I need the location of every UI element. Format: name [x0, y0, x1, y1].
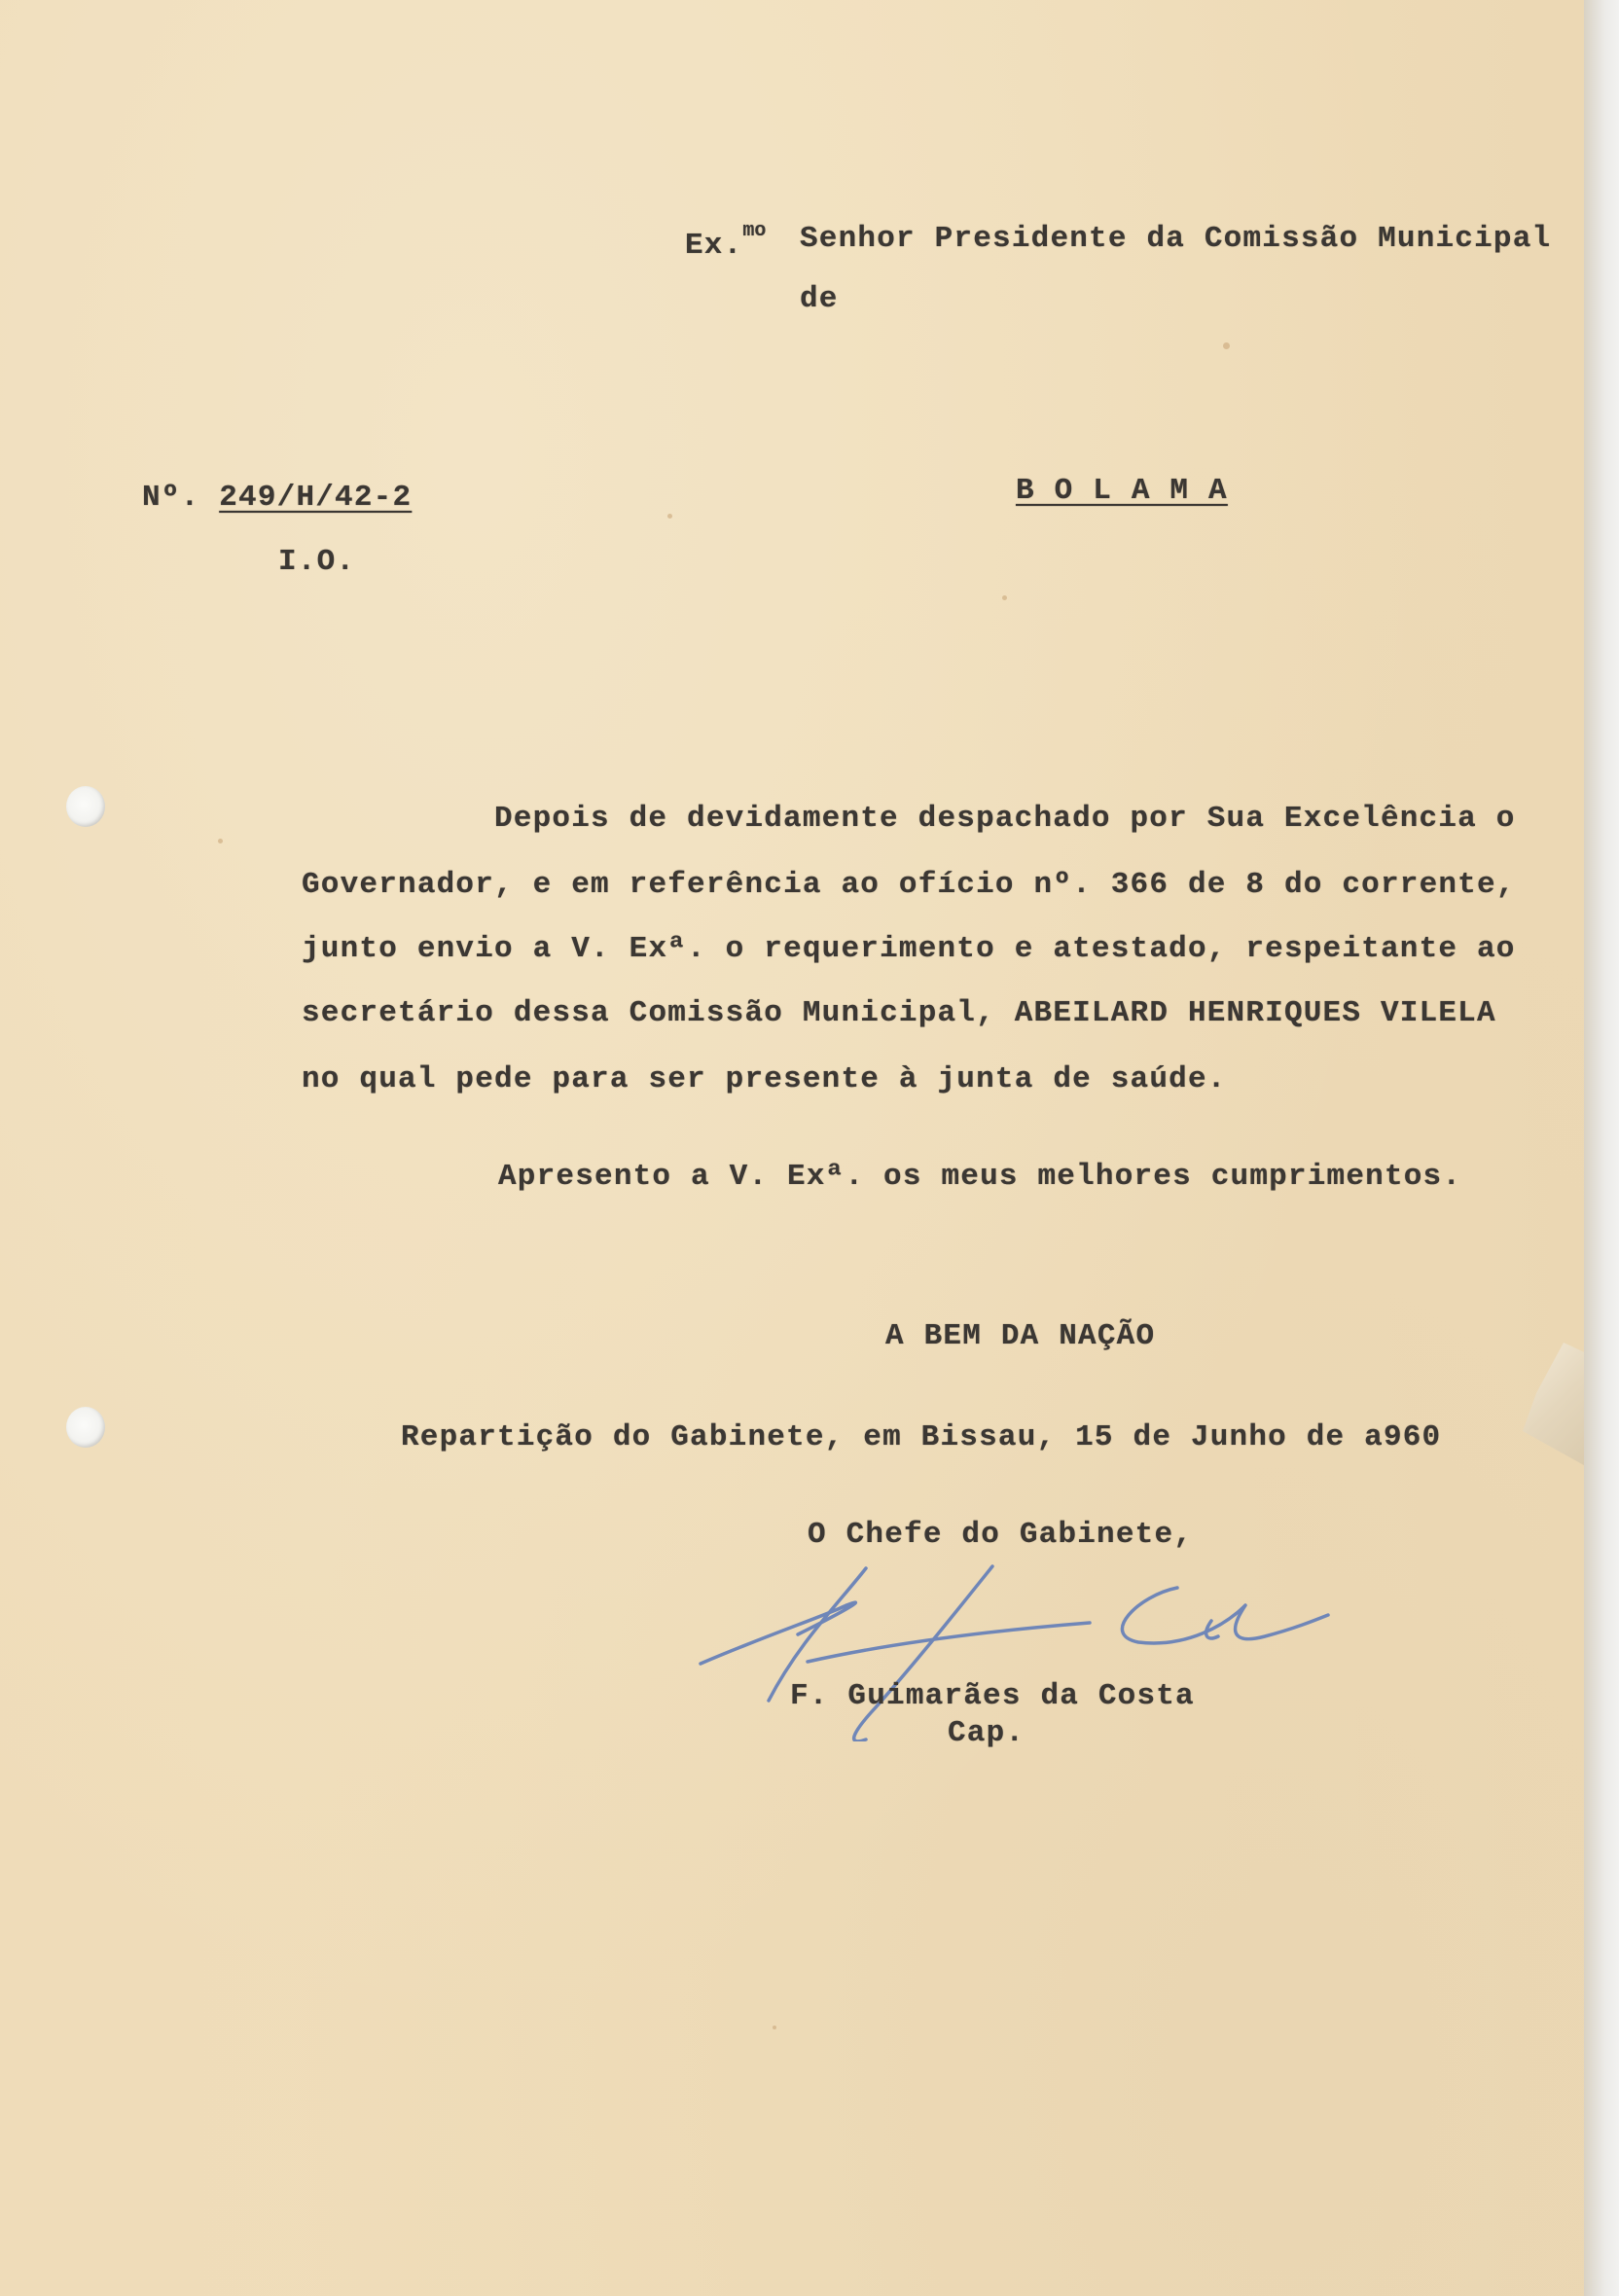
reference-code: I.O.: [278, 545, 356, 579]
body-line-4: secretário dessa Comissão Municipal, ABEILARD HENRIQUES VILELA: [302, 996, 1496, 1030]
signatory-title: O Chefe do Gabinete,: [808, 1518, 1194, 1552]
signatory-name: F. Guimarães da Costa: [790, 1679, 1195, 1713]
motto: A BEM DA NAÇÃO: [885, 1319, 1156, 1353]
reference-number-value: 249/H/42-2: [219, 481, 413, 515]
body-line-5: no qual pede para ser presente à junta de saúde.: [302, 1062, 1227, 1096]
paper-spot: [667, 514, 672, 519]
city-heading: B O L A M A: [1016, 474, 1228, 508]
folded-corner: [1523, 1343, 1591, 1469]
salutation-superscript: mo: [742, 220, 767, 242]
paper-spot: [773, 2026, 776, 2029]
paper-spot: [1002, 595, 1007, 600]
addressee-line-2: de: [800, 282, 839, 316]
salutation: [685, 220, 766, 263]
paper-spot: [1223, 342, 1230, 349]
closing-line: Apresento a V. Exª. os meus melhores cumprimentos.: [498, 1160, 1462, 1194]
paper-spot: [218, 839, 223, 843]
scan-edge: [1584, 0, 1619, 2296]
punch-hole-bottom: [66, 1407, 105, 1448]
punch-hole-top: [66, 786, 105, 827]
body-line-2: Governador, e em referência ao ofício nº. 366 de 8 do corrente,: [302, 868, 1516, 902]
addressee-line-1: Senhor Presidente da Comissão Municipal: [800, 222, 1552, 256]
signatory-rank: Cap.: [948, 1716, 1025, 1750]
salutation-abbrev: Ex.: [685, 229, 743, 263]
reference-number-label: Nº.: [142, 481, 200, 515]
place-date: Repartição do Gabinete, em Bissau, 15 de Junho de a960: [401, 1420, 1442, 1454]
body-line-3: junto envio a V. Exª. o requerimento e atestado, respeitante ao: [302, 932, 1516, 966]
body-line-1: Depois de devidamente despachado por Sua Excelência o: [494, 802, 1516, 836]
reference-number: [142, 481, 412, 515]
